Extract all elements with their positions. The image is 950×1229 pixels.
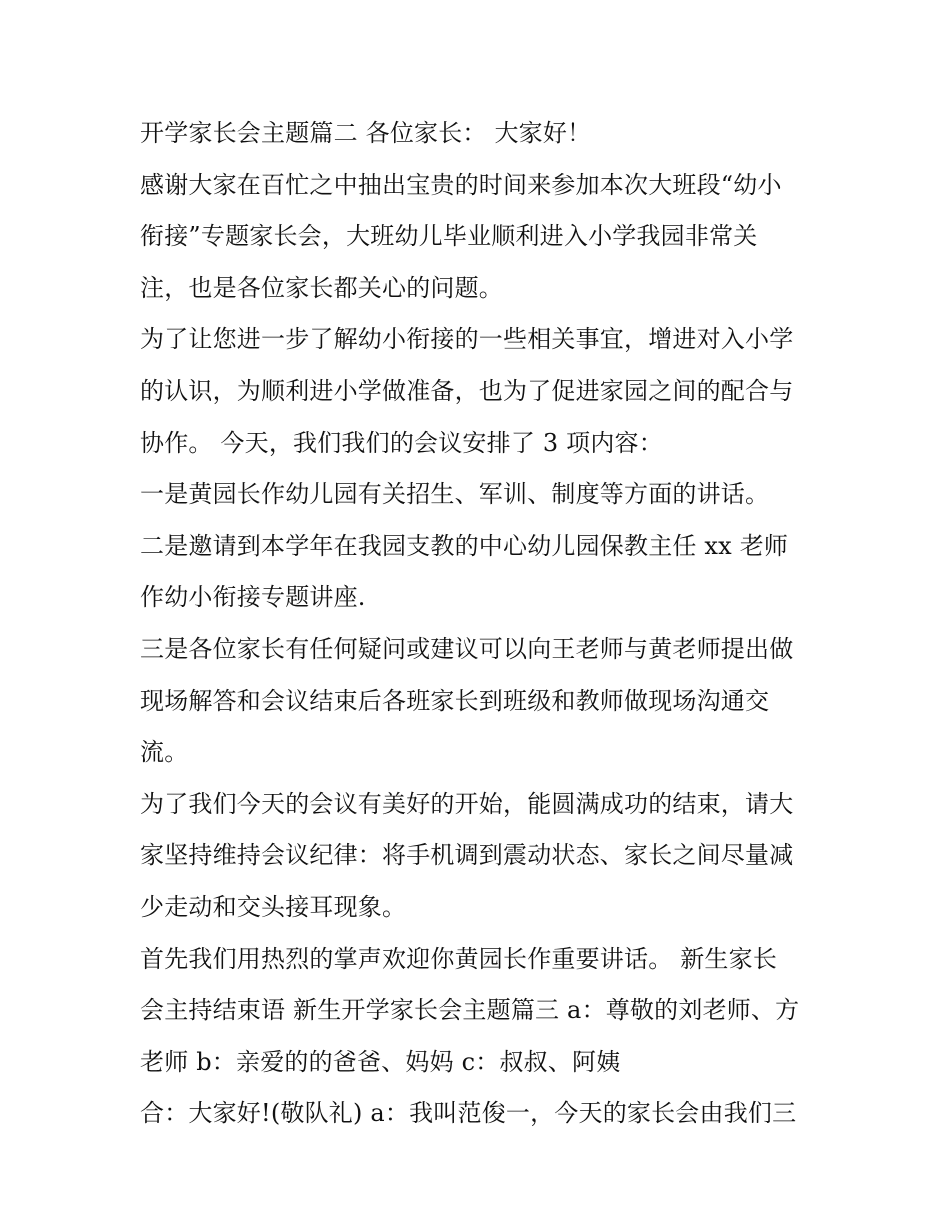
text-line: 为了我们今天的会议有美好的开始，能圆满成功的结束，请大: [140, 789, 794, 818]
text-line: 作幼小衔接专题讲座.: [140, 583, 366, 612]
text-line: 现场解答和会议结束后各班家长到班级和教师做现场沟通交: [140, 686, 770, 715]
text-line: 流。: [140, 738, 189, 767]
document-body: [140, 108, 830, 1140]
text-line: 一是黄园长作幼儿园有关招生、军训、制度等方面的讲话。: [140, 480, 770, 509]
text-line: 首先我们用热烈的掌声欢迎你黄园长作重要讲话。 新生家长: [140, 944, 778, 973]
text-line: 协作。 今天，我们我们的会议安排了 3 项内容：: [140, 428, 663, 457]
text-line: 二是邀请到本学年在我园支教的中心幼儿园保教主任 xx 老师: [140, 531, 789, 560]
text-line: 为了让您进一步了解幼小衔接的一些相关事宜，增进对入小学: [140, 325, 794, 354]
text-line: 家坚持维持会议纪律：将手机调到震动状态、家长之间尽量减: [140, 841, 794, 870]
text-line: 老师 b：亲爱的的爸爸、妈妈 c：叔叔、阿姨: [140, 1047, 621, 1076]
text-line: 三是各位家长有任何疑问或建议可以向王老师与黄老师提出做: [140, 634, 794, 663]
text-line: 的认识，为顺利进小学做准备，也为了促进家园之间的配合与: [140, 376, 794, 405]
text-line: 合：大家好!(敬队礼) a：我叫范俊一，今天的家长会由我们三: [140, 1099, 797, 1128]
text-line: 少走动和交头接耳现象。: [140, 892, 407, 921]
text-line: 衔接”专题家长会，大班幼儿毕业顺利进入小学我园非常关: [140, 222, 758, 251]
text-line: 感谢大家在百忙之中抽出宝贵的时间来参加本次大班段“幼小: [140, 170, 782, 199]
text-line: 开学家长会主题篇二 各位家长： 大家好！: [140, 119, 592, 147]
text-line: 注，也是各位家长都关心的问题。: [140, 273, 503, 302]
text-line: 会主持结束语 新生开学家长会主题篇三 a：尊敬的刘老师、方: [140, 996, 800, 1025]
